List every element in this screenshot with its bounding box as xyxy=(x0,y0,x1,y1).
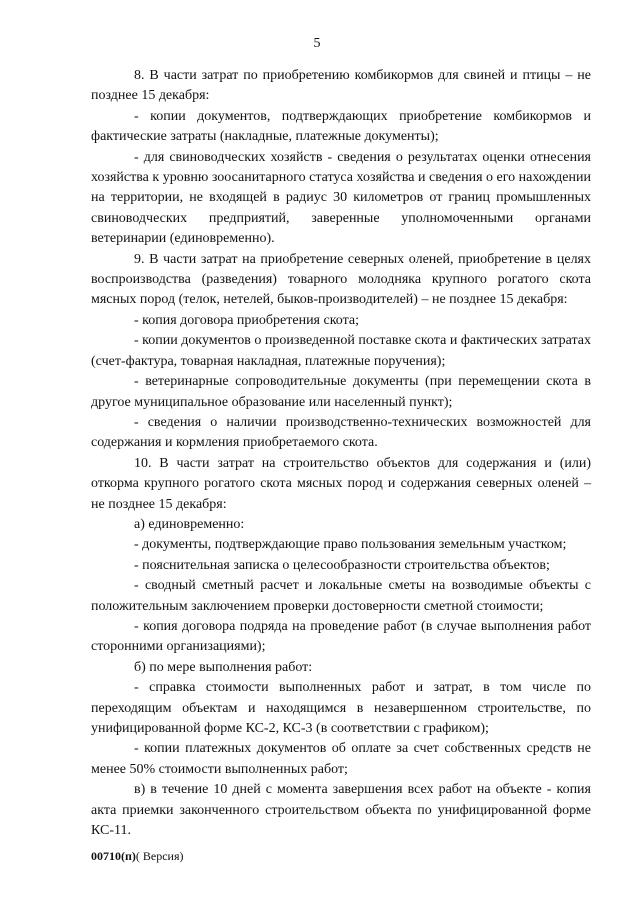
paragraph-item-8: 8. В части затрат по приобретению комбикормов для свиней и птицы – не позднее 15 декабря: xyxy=(91,68,591,104)
paragraph-bullet: - справка стоимости выполненных работ и затрат, в том числе по переходящим объектам и находящимся в незавершенном строительстве, по унифицированной форме КС-2, КС-3 (в соответствии с графиком); xyxy=(91,680,591,736)
paragraph-bullet: - копии платежных документов об оплате за счет собственных средств не менее 50% стоимости выполненных работ; xyxy=(91,741,591,777)
paragraph-item-10: 10. В части затрат на строительство объектов для содержания и (или) откорма крупного рогатого скота мясных пород и содержания северных оленей – не позднее 15 декабря: xyxy=(91,455,591,512)
paragraph-bullet: - копии документов, подтверждающих приобретение комбикормов и фактические затраты (накладные, платежные документы); xyxy=(91,108,591,145)
paragraph-bullet: - сводный сметный расчет и локальные сметы на возводимые объекты с положительным заключением проверки достоверности сметной стоимости; xyxy=(91,578,591,614)
document-body xyxy=(91,66,591,841)
paragraph-bullet: - для свиноводческих хозяйств - сведения о результатах оценки отнесения хозяйства к уровню зоосанитарного статуса хозяйства и сведения о его нахождении на территории, не входящей в радиус 30 километров от границ промышленных свиноводческих предприятий, заверенные уполномоченными органами ветеринарии (единовременно). xyxy=(91,149,591,247)
paragraph-subitem-v: в) в течение 10 дней с момента завершения всех работ на объекте - копия акта приемки законченного строительством объекта по унифицированной форме КС-11. xyxy=(91,782,591,839)
paragraph-bullet: - сведения о наличии производственно-технических возможностей для содержания и кормления приобретаемого скота. xyxy=(91,414,591,451)
paragraph-bullet: - ветеринарные сопроводительные документы (при перемещении скота в другое муниципальное образование или населенный пункт); xyxy=(91,374,591,410)
paragraph-bullet: - пояснительная записка о целесообразности строительства объектов; xyxy=(134,557,550,573)
paragraph-bullet: - документы, подтверждающие право пользования земельным участком; xyxy=(134,537,567,553)
document-code: 00710(п) xyxy=(91,849,136,863)
document-version: ( Версия) xyxy=(135,849,184,863)
paragraph-bullet: - копии документов о произведенной поставке скота и фактических затратах (счет-фактура, товарная накладная, платежные поручения); xyxy=(91,333,591,369)
document-footer xyxy=(91,849,184,863)
paragraph-item-9: 9. В части затрат на приобретение северных оленей, приобретение в целях воспроизводства (разведения) товарного молодняка крупного рогатого скота мясных пород (телок, нетелей, быков-производителей) – не позднее 15 декабря: xyxy=(91,251,591,308)
page-number: 5 xyxy=(313,36,321,51)
paragraph-subitem-a: а) единовременно: xyxy=(134,516,245,532)
paragraph-subitem-b: б) по мере выполнения работ: xyxy=(134,659,313,675)
paragraph-bullet: - копия договора подряда на проведение работ (в случае выполнения работ сторонними организациями); xyxy=(91,618,591,655)
paragraph-bullet: - копия договора приобретения скота; xyxy=(134,312,360,328)
